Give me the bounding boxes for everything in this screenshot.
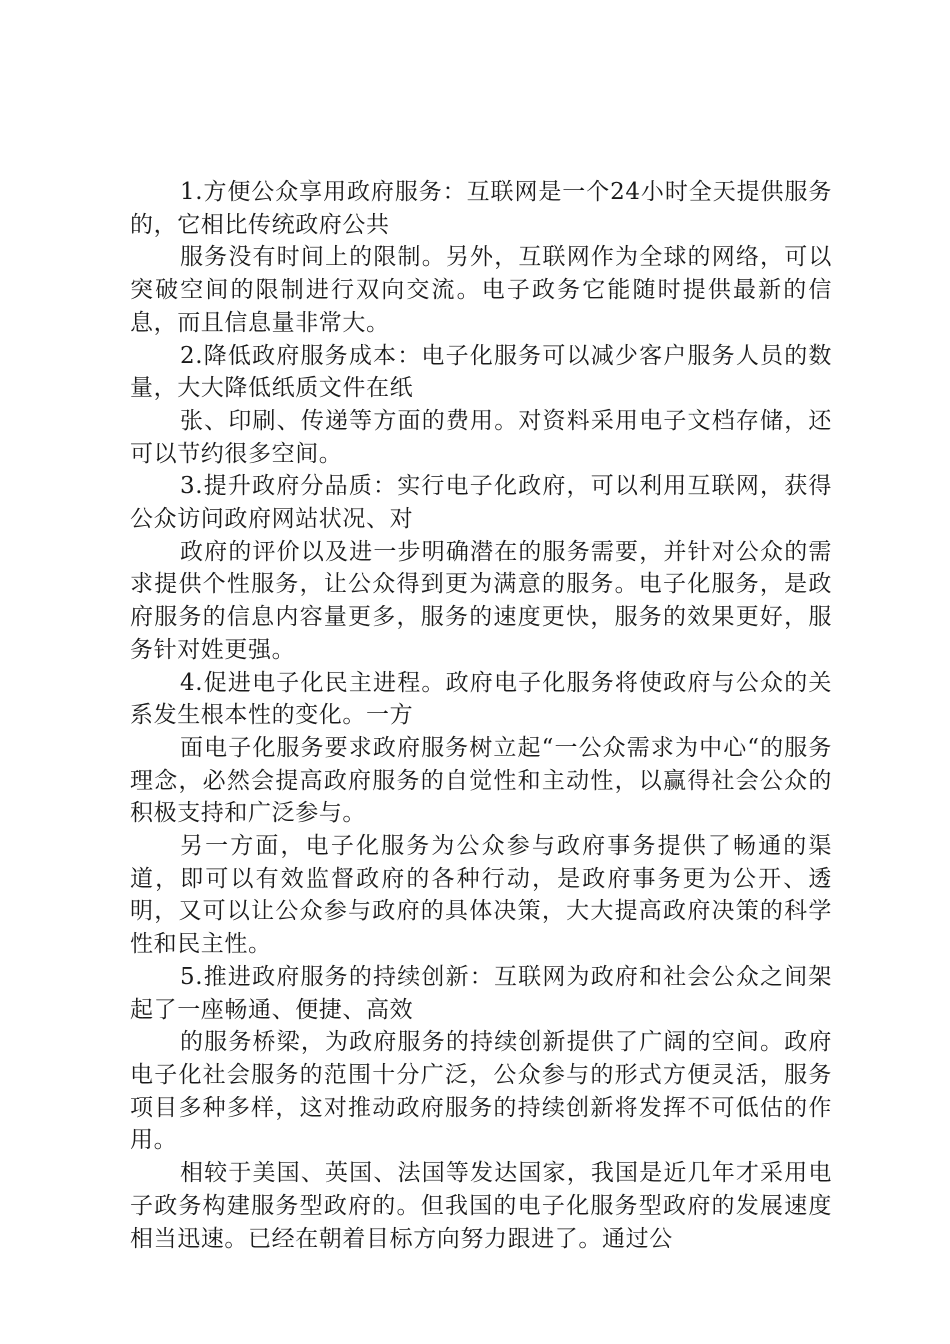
paragraph-10: 5.推进政府服务的持续创新：互联网为政府和社会公众之间架起了一座畅通、便捷、高效 (130, 963, 832, 1023)
paragraph-8: 面电子化服务要求政府服务树立起“一公众需求为中心“的服务理念，必然会提高政府服务的自觉性和主动性，以赢得社会公众的积极支持和广泛参与。 (130, 734, 832, 827)
paragraph-3: 2.降低政府服务成本：电子化服务可以减少客户服务人员的数量，大大降低纸质文件在纸 (130, 342, 832, 402)
paragraph-5: 3.提升政府分品质：实行电子化政府，可以利用互联网，获得公众访问政府网站状况、对 (130, 473, 832, 533)
paragraph-4: 张、印刷、传递等方面的费用。对资料采用电子文档存储，还可以节约很多空间。 (130, 407, 832, 467)
paragraph-6: 政府的评价以及进一步明确潜在的服务需要，并针对公众的需求提供个性服务，让公众得到更为满意的服务。电子化服务，是政府服务的信息内容量更多，服务的速度更快，服务的效果更好，服务针对姓更强。 (130, 538, 832, 663)
document-body (130, 176, 832, 1255)
paragraph-2: 服务没有时间上的限制。另外，互联网作为全球的网络，可以突破空间的限制进行双向交流。电子政务它能随时提供最新的信息，而且信息量非常大。 (130, 244, 832, 336)
paragraph-1: 1.方便公众享用政府服务：互联网是一个24小时全天提供服务的，它相比传统政府公共 (130, 179, 832, 238)
paragraph-9: 另一方面，电子化服务为公众参与政府事务提供了畅通的渠道，即可以有效监督政府的各种行动，是政府事务更为公开、透明，又可以让公众参与政府的具体决策，大大提高政府决策的科学性和民主性。 (130, 833, 832, 958)
paragraph-11: 的服务桥梁，为政府服务的持续创新提供了广阔的空间。政府电子化社会服务的范围十分广泛，公众参与的形式方便灵活，服务项目多种多样，这对推动政府服务的持续创新将发挥不可低估的作用。 (130, 1029, 832, 1154)
paragraph-12: 相较于美国、英国、法国等发达国家，我国是近几年才采用电子政务构建服务型政府的。但我国的电子化服务型政府的发展速度相当迅速。已经在朝着目标方向努力跟进了。通过公 (130, 1160, 832, 1252)
paragraph-7: 4.促进电子化民主进程。政府电子化服务将使政府与公众的关系发生根本性的变化。一方 (130, 669, 832, 729)
